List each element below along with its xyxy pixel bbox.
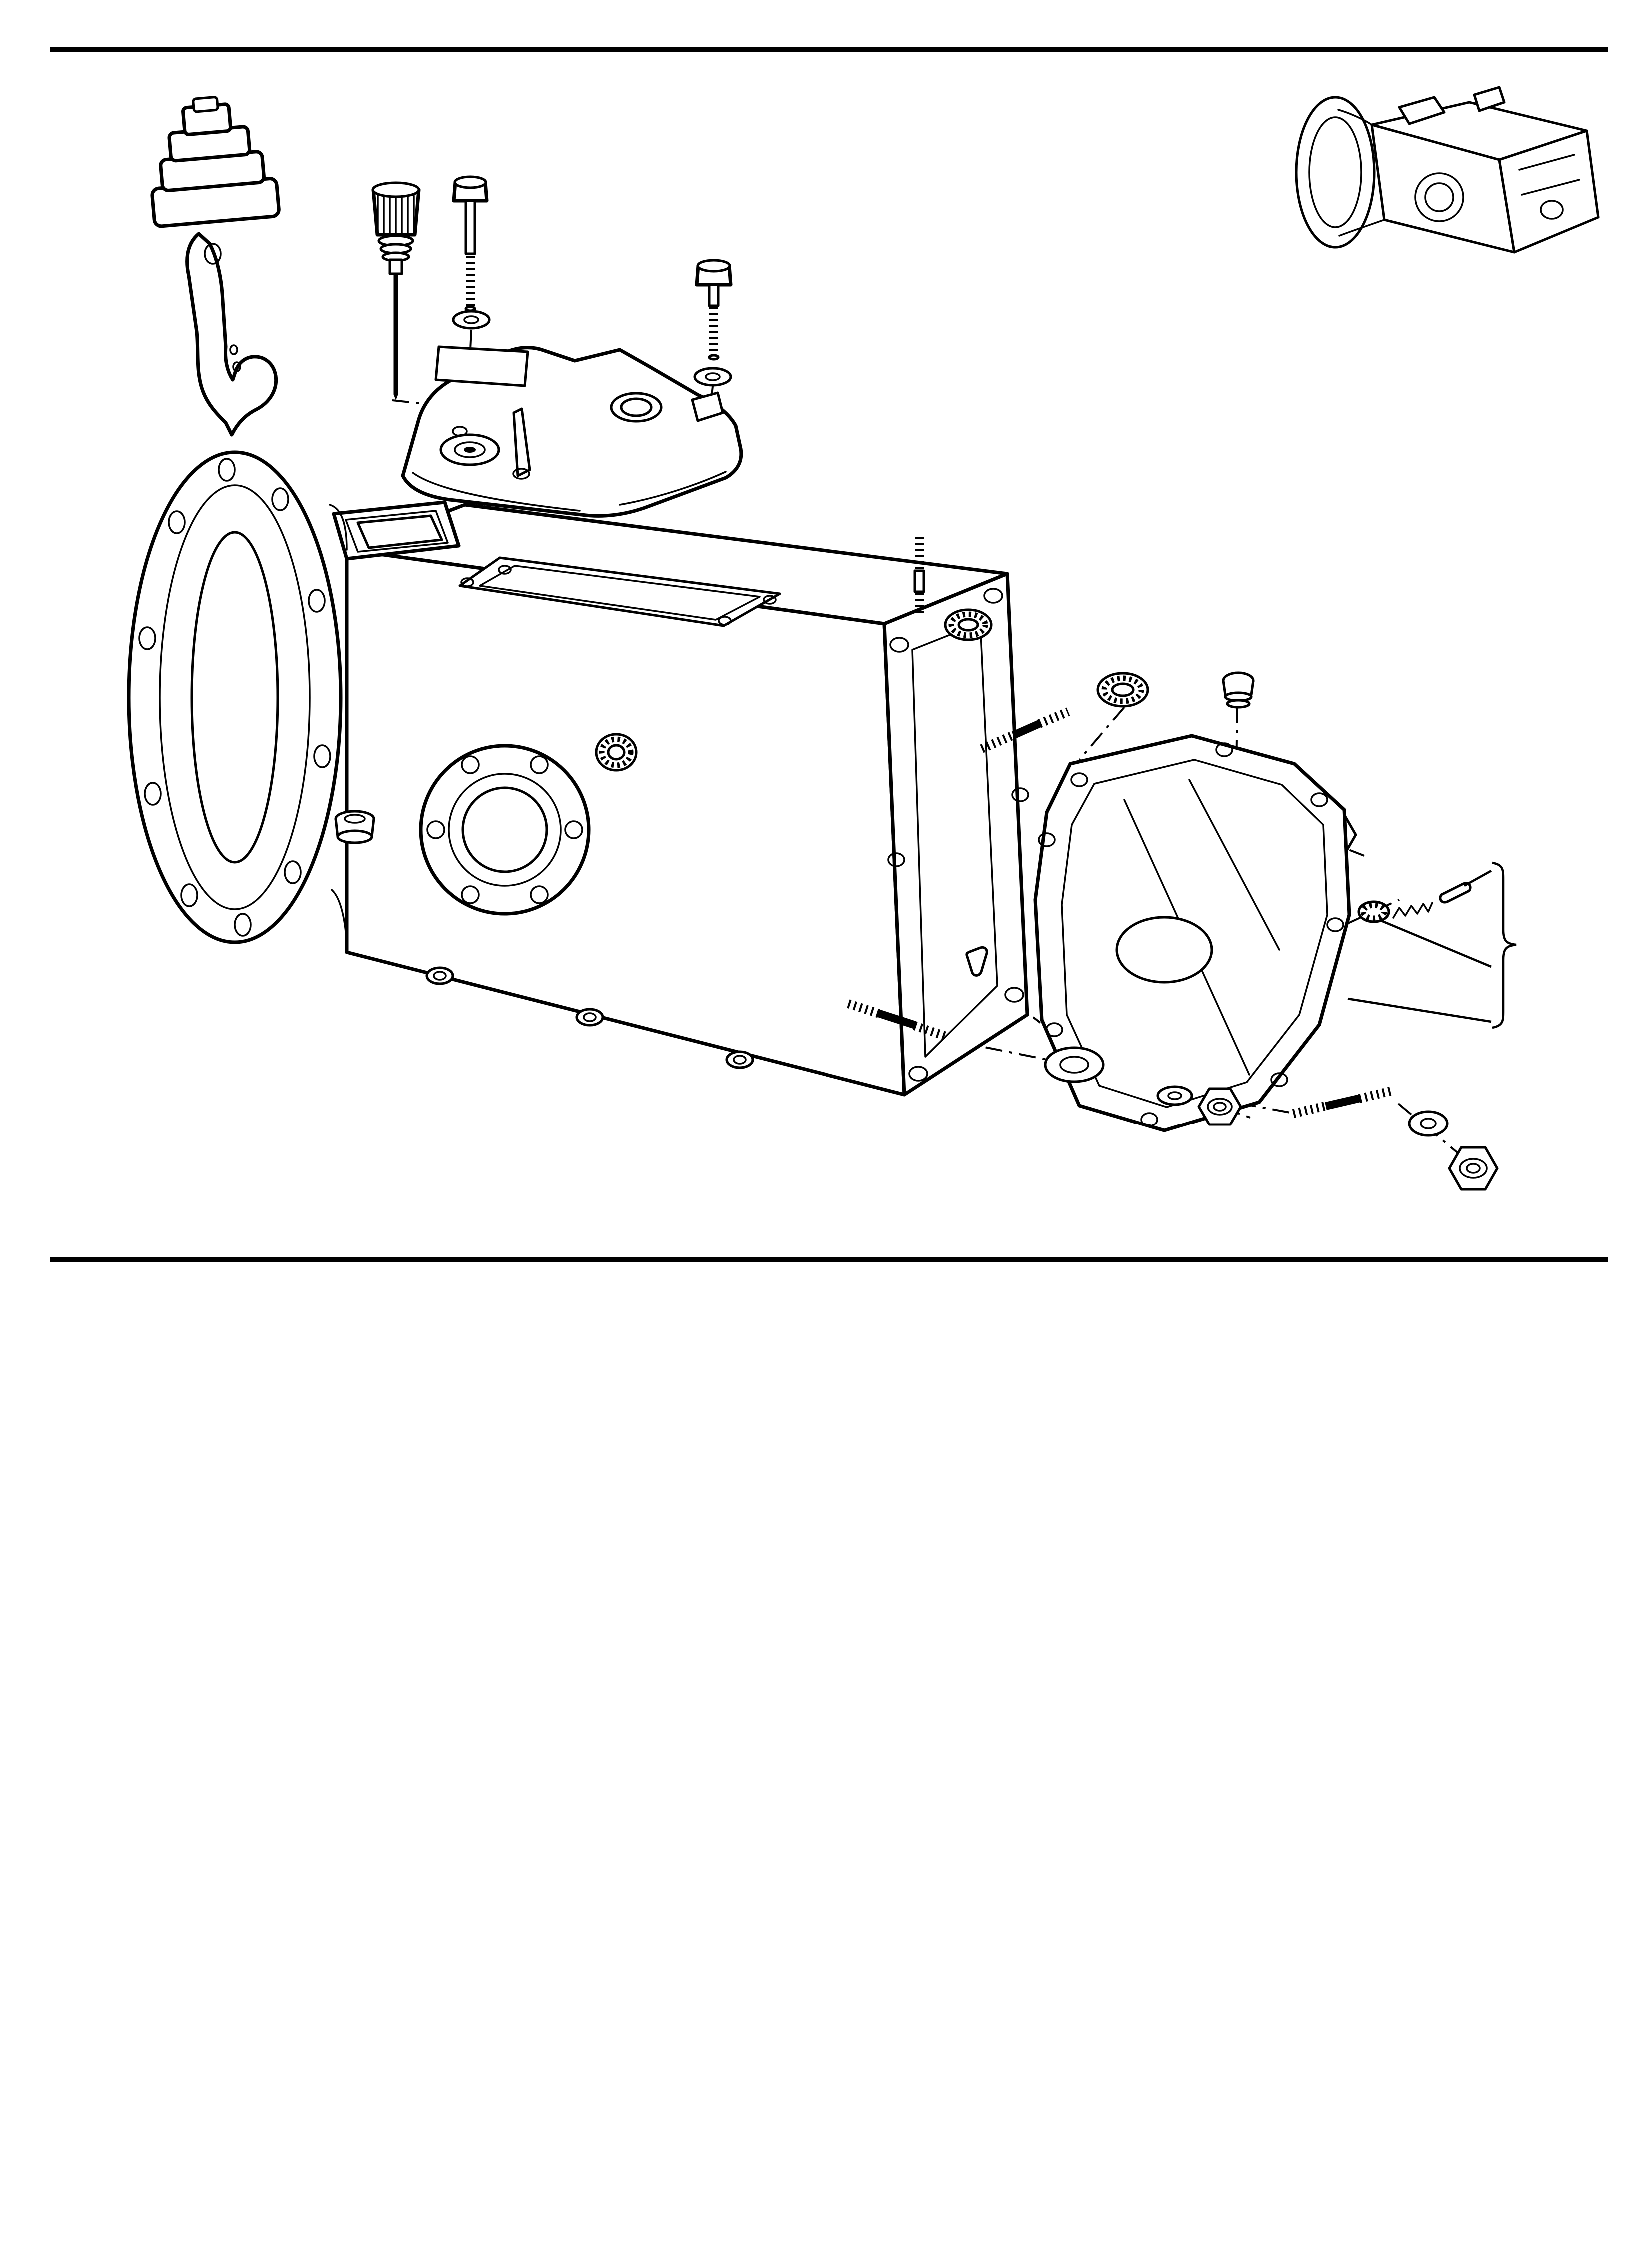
- lever-fork-part: [187, 234, 276, 435]
- oil-level-plug-part: [373, 183, 419, 400]
- cover-part: [403, 347, 741, 516]
- washer-part-14: [1409, 1112, 1447, 1135]
- boot-part: [144, 92, 280, 227]
- washer-part-5d: [1158, 1087, 1192, 1105]
- cover-kit-part-16: [1035, 736, 1516, 1130]
- section-title: [51, 1235, 72, 1271]
- bolt-part-6: [697, 260, 731, 359]
- seal-ring-part-9a: [945, 610, 991, 640]
- seal-ring-part-9c: [596, 734, 636, 770]
- nut-part-15: [1449, 1147, 1497, 1189]
- nut-part-12b: [1199, 1089, 1241, 1124]
- table-header-row: [0, 1287, 1652, 1327]
- oil-plug-part-19: [336, 811, 374, 843]
- seal-ring-part-9b: [1098, 673, 1148, 706]
- plug-part-11: [1223, 673, 1253, 707]
- washer-part-5a: [453, 311, 489, 328]
- divider-rule: [50, 1257, 1608, 1262]
- gearbox-housing-part: [129, 452, 1028, 1095]
- overview-thumbnail-part: [1296, 87, 1598, 252]
- bolt-part-4: [454, 177, 487, 311]
- washer-part-5b: [695, 368, 731, 385]
- stud-part-13: [1293, 1091, 1392, 1114]
